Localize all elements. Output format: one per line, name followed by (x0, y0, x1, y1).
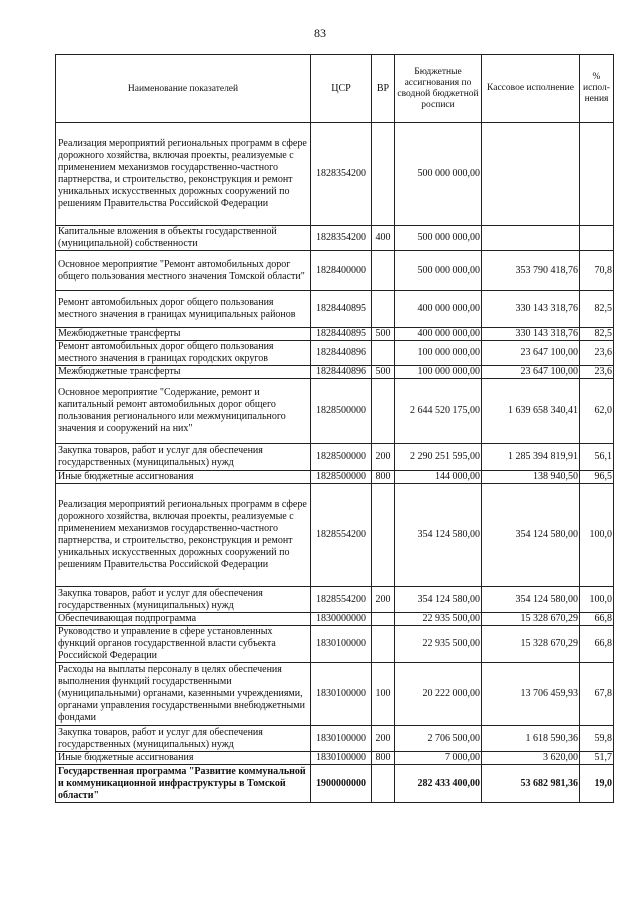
header-pct: % испол-нения (580, 55, 614, 123)
row-csr: 1828440895 (311, 291, 372, 328)
row-vr (372, 123, 395, 226)
row-vr (372, 341, 395, 366)
table-body (56, 123, 614, 803)
row-cash: 1 618 590,36 (482, 726, 580, 752)
row-cash: 330 143 318,76 (482, 291, 580, 328)
row-pct: 100,0 (580, 484, 614, 587)
row-vr: 400 (372, 226, 395, 251)
row-csr: 1830100000 (311, 726, 372, 752)
row-csr: 1830000000 (311, 613, 372, 626)
row-name: Капитальные вложения в объекты государственной (муниципальной) собственности (56, 226, 311, 251)
row-pct: 66,8 (580, 613, 614, 626)
table-row (56, 226, 614, 251)
row-name: Закупка товаров, работ и услуг для обеспечения государственных (муниципальных) нужд (56, 726, 311, 752)
row-vr (372, 626, 395, 663)
row-assigned: 500 000 000,00 (395, 226, 482, 251)
row-vr: 200 (372, 726, 395, 752)
row-csr: 1828440896 (311, 366, 372, 379)
row-csr: 1900000000 (311, 765, 372, 803)
row-pct: 96,5 (580, 471, 614, 484)
row-cash: 23 647 100,00 (482, 341, 580, 366)
row-cash: 354 124 580,00 (482, 587, 580, 613)
row-pct: 51,7 (580, 752, 614, 765)
row-name: Ремонт автомобильных дорог общего пользования местного значения в границах городских округов (56, 341, 311, 366)
row-name: Закупка товаров, работ и услуг для обеспечения государственных (муниципальных) нужд (56, 444, 311, 471)
row-csr: 1828440895 (311, 328, 372, 341)
row-vr (372, 484, 395, 587)
row-name: Межбюджетные трансферты (56, 328, 311, 341)
row-cash: 23 647 100,00 (482, 366, 580, 379)
row-csr: 1830100000 (311, 752, 372, 765)
row-assigned: 354 124 580,00 (395, 484, 482, 587)
row-assigned: 354 124 580,00 (395, 587, 482, 613)
row-csr: 1828440896 (311, 341, 372, 366)
row-pct: 66,8 (580, 626, 614, 663)
row-vr: 200 (372, 587, 395, 613)
table-row (56, 663, 614, 726)
row-vr (372, 379, 395, 444)
row-assigned: 500 000 000,00 (395, 123, 482, 226)
row-vr (372, 765, 395, 803)
row-vr: 500 (372, 328, 395, 341)
budget-execution-table (55, 54, 614, 803)
row-vr: 200 (372, 444, 395, 471)
row-pct: 82,5 (580, 328, 614, 341)
page-number: 83 (314, 26, 326, 40)
row-csr: 1828500000 (311, 471, 372, 484)
row-name: Основное мероприятие "Содержание, ремонт и капитальный ремонт автомобильных дорог общего пользования регионального или межмуниципального значения и сооружений на них" (56, 379, 311, 444)
row-cash: 15 328 670,29 (482, 613, 580, 626)
table-header-row (56, 55, 614, 123)
row-pct: 23,6 (580, 341, 614, 366)
row-pct (580, 226, 614, 251)
table-row (56, 341, 614, 366)
row-vr: 800 (372, 471, 395, 484)
row-name: Расходы на выплаты персоналу в целях обеспечения выполнения функций государственными (муниципальными) органами, казенными учреждениями, органами управления государственными внебюджетными фондами (56, 663, 311, 726)
row-assigned: 22 935 500,00 (395, 613, 482, 626)
header-cash: Кассовое исполнение (482, 55, 580, 123)
row-assigned: 282 433 400,00 (395, 765, 482, 803)
row-pct: 100,0 (580, 587, 614, 613)
row-cash: 138 940,50 (482, 471, 580, 484)
row-csr: 1828400000 (311, 251, 372, 291)
row-assigned: 2 290 251 595,00 (395, 444, 482, 471)
row-assigned: 500 000 000,00 (395, 251, 482, 291)
row-cash: 1 639 658 340,41 (482, 379, 580, 444)
row-cash: 15 328 670,29 (482, 626, 580, 663)
row-cash (482, 226, 580, 251)
row-cash: 53 682 981,36 (482, 765, 580, 803)
row-assigned: 7 000,00 (395, 752, 482, 765)
table-row (56, 123, 614, 226)
header-name: Наименование показателей (56, 55, 311, 123)
row-assigned: 400 000 000,00 (395, 291, 482, 328)
row-assigned: 2 706 500,00 (395, 726, 482, 752)
table-row (56, 379, 614, 444)
row-csr: 1828500000 (311, 444, 372, 471)
header-vr: ВР (372, 55, 395, 123)
row-vr: 500 (372, 366, 395, 379)
row-name: Межбюджетные трансферты (56, 366, 311, 379)
table-row (56, 484, 614, 587)
row-csr: 1828354200 (311, 123, 372, 226)
row-name: Закупка товаров, работ и услуг для обеспечения государственных (муниципальных) нужд (56, 587, 311, 613)
row-csr: 1830100000 (311, 663, 372, 726)
row-cash: 1 285 394 819,91 (482, 444, 580, 471)
row-cash: 353 790 418,76 (482, 251, 580, 291)
row-assigned: 20 222 000,00 (395, 663, 482, 726)
row-csr: 1828554200 (311, 484, 372, 587)
row-vr: 800 (372, 752, 395, 765)
table-row (56, 587, 614, 613)
row-name: Иные бюджетные ассигнования (56, 471, 311, 484)
row-name: Государственная программа "Развитие коммунальной и коммуникационной инфраструктуры в Томской области" (56, 765, 311, 803)
row-vr (372, 251, 395, 291)
row-pct: 59,8 (580, 726, 614, 752)
row-assigned: 22 935 500,00 (395, 626, 482, 663)
row-csr: 1828554200 (311, 587, 372, 613)
row-name: Иные бюджетные ассигнования (56, 752, 311, 765)
row-name: Основное мероприятие "Ремонт автомобильных дорог общего пользования местного значения Томской области" (56, 251, 311, 291)
header-assigned: Бюджетные ассигнования по сводной бюджетной росписи (395, 55, 482, 123)
row-csr: 1830100000 (311, 626, 372, 663)
table-row (56, 752, 614, 765)
row-assigned: 100 000 000,00 (395, 341, 482, 366)
table-row (56, 471, 614, 484)
row-cash: 330 143 318,76 (482, 328, 580, 341)
table-row (56, 251, 614, 291)
row-cash (482, 123, 580, 226)
row-pct (580, 123, 614, 226)
row-pct: 56,1 (580, 444, 614, 471)
table-row (56, 765, 614, 803)
table-row (56, 291, 614, 328)
row-pct: 67,8 (580, 663, 614, 726)
row-vr: 100 (372, 663, 395, 726)
row-cash: 13 706 459,93 (482, 663, 580, 726)
row-pct: 82,5 (580, 291, 614, 328)
row-vr (372, 613, 395, 626)
table-row (56, 626, 614, 663)
table-row (56, 613, 614, 626)
row-assigned: 400 000 000,00 (395, 328, 482, 341)
row-assigned: 2 644 520 175,00 (395, 379, 482, 444)
row-name: Реализация мероприятий региональных программ в сфере дорожного хозяйства, включая проекты, реализуемые с применением механизмов государственно-частного партнерства, и строительство, реконструкция и ремонт уникальных искусственных дорожных сооружений по решениям Правительства Российской Федерации (56, 484, 311, 587)
table-row (56, 726, 614, 752)
row-name: Реализация мероприятий региональных программ в сфере дорожного хозяйства, включая проекты, реализуемые с применением механизмов государственно-частного партнерства, и строительство, реконструкция и ремонт уникальных искусственных дорожных сооружений по решениям Правительства Российской Федерации (56, 123, 311, 226)
row-pct: 19,0 (580, 765, 614, 803)
row-pct: 62,0 (580, 379, 614, 444)
table-row (56, 444, 614, 471)
row-assigned: 100 000 000,00 (395, 366, 482, 379)
row-pct: 23,6 (580, 366, 614, 379)
row-assigned: 144 000,00 (395, 471, 482, 484)
table-row (56, 366, 614, 379)
row-name: Ремонт автомобильных дорог общего пользования местного значения в границах муниципальных районов (56, 291, 311, 328)
table-row (56, 328, 614, 341)
header-csr: ЦСР (311, 55, 372, 123)
row-name: Обеспечивающая подпрограмма (56, 613, 311, 626)
row-vr (372, 291, 395, 328)
row-csr: 1828354200 (311, 226, 372, 251)
row-pct: 70,8 (580, 251, 614, 291)
row-csr: 1828500000 (311, 379, 372, 444)
row-name: Руководство и управление в сфере установленных функций органов государственной власти субъекта Российской Федерации (56, 626, 311, 663)
row-cash: 354 124 580,00 (482, 484, 580, 587)
row-cash: 3 620,00 (482, 752, 580, 765)
